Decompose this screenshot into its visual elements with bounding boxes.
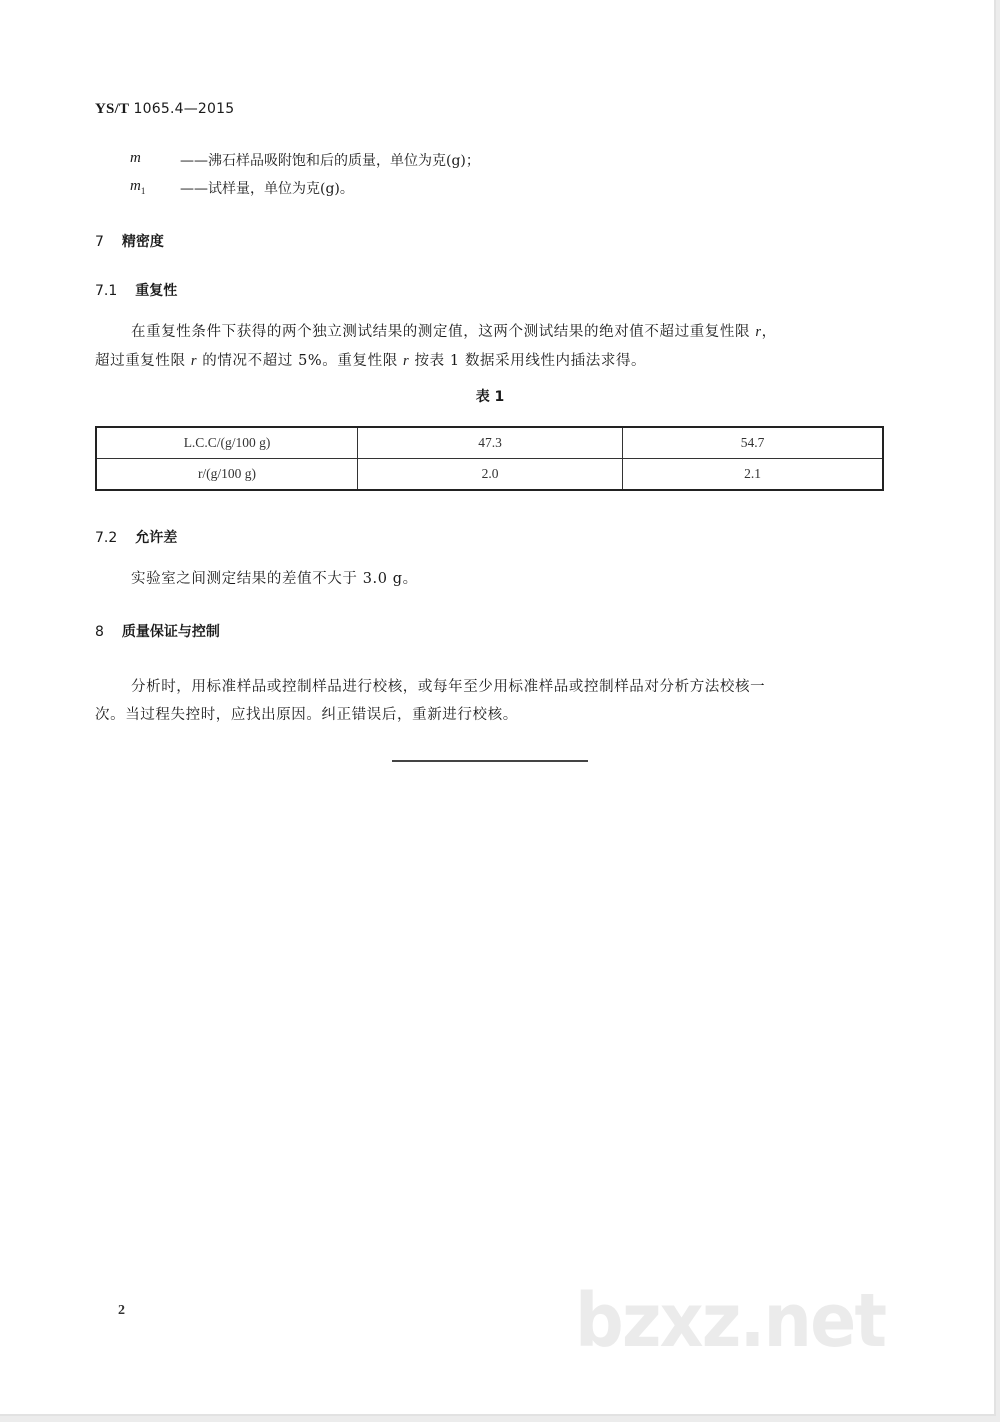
table-row (96, 459, 883, 491)
table-cell: L.C.C/(g/100 g) (96, 427, 358, 459)
table-cell: 47.3 (358, 427, 623, 459)
table-cell: 2.0 (358, 459, 623, 491)
variable-symbol: $m_1$ (130, 178, 146, 196)
section-heading-7-1: 7.1 重复性 (95, 283, 178, 299)
variable-description: ——沸石样品吸附饱和后的质量，单位为克(g)； (180, 153, 480, 169)
data-table (95, 426, 884, 491)
standard-code (95, 100, 234, 118)
paragraph-7-1-line1: 在重复性条件下获得的两个独立测试结果的测定值，这两个测试结果的绝对值不超过重复性限 r， (131, 324, 777, 340)
variable-description: ——试样量，单位为克(g)。 (180, 181, 354, 197)
section-heading-8: 8 质量保证与控制 (95, 624, 220, 640)
variable-symbol: m (130, 150, 141, 166)
section-heading-7: 7 精密度 (95, 234, 164, 250)
table-cell: 2.1 (623, 459, 884, 491)
paragraph-7-2: 实验室之间测定结果的差值不大于 3.0 g。 (131, 571, 418, 587)
watermark-text: bzxz.net (575, 1278, 886, 1364)
standard-prefix: YS/T (95, 101, 130, 117)
table-cell: r/(g/100 g) (96, 459, 358, 491)
page-number: 2 (118, 1303, 125, 1318)
variable-definition-m (0, 150, 900, 170)
table-cell: 54.7 (623, 427, 884, 459)
paragraph-8-line2: 次。当过程失控时，应找出原因。纠正错误后，重新进行校核。 (95, 707, 518, 723)
section-heading-7-2: 7.2 允许差 (95, 530, 178, 546)
end-of-document-rule (392, 760, 588, 762)
standard-number: 1065.4—2015 (133, 101, 235, 117)
paragraph-7-1-line2: 超过重复性限 r 的情况不超过 5%。重复性限 r 按表 1 数据采用线性内插法求得。 (95, 353, 647, 369)
paragraph-8-line1: 分析时，用标准样品或控制样品进行校核，或每年至少用标准样品或控制样品对分析方法校核一 (131, 679, 766, 695)
table-row (96, 427, 883, 459)
table-caption: 表 1 (475, 389, 505, 405)
variable-definition-m1 (0, 178, 900, 198)
